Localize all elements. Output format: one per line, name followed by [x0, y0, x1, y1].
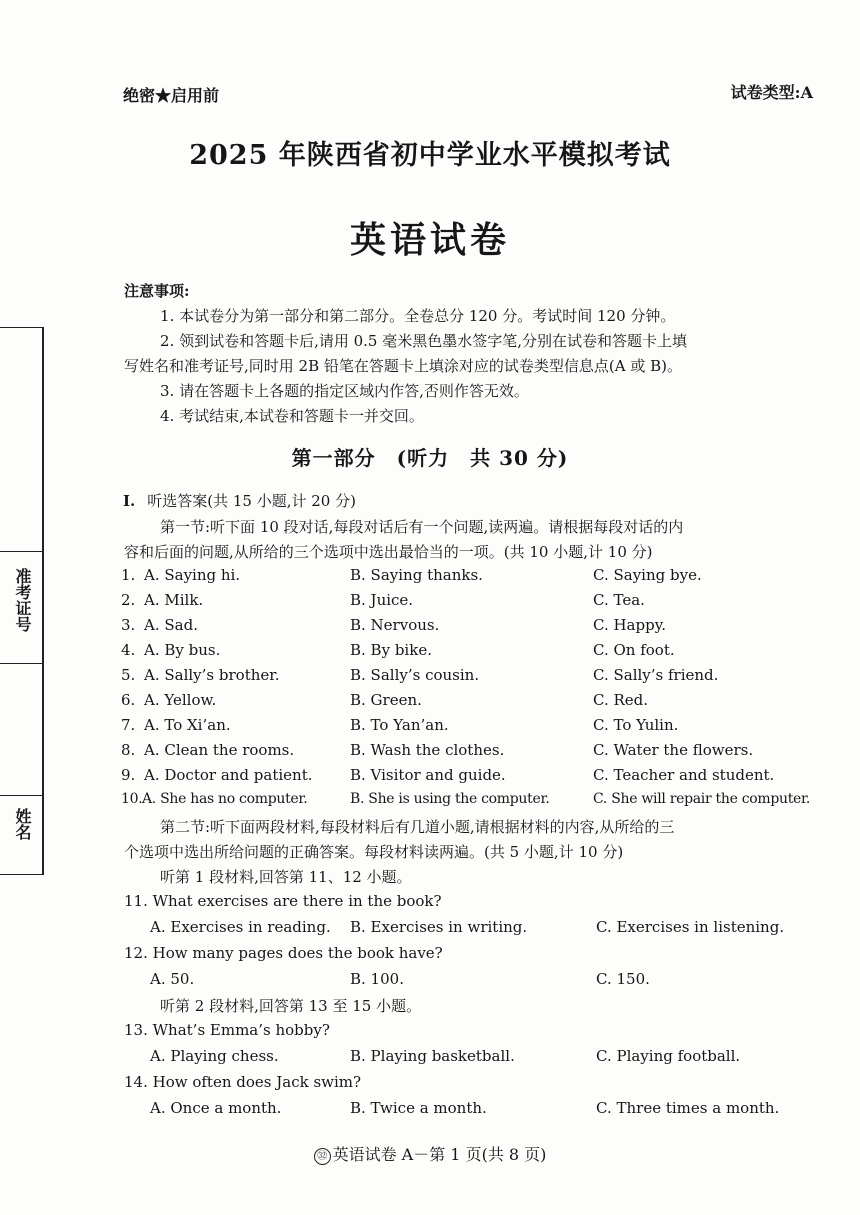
option-a: A. Once a month.	[150, 1099, 282, 1117]
section-heading	[123, 490, 356, 511]
question-number: 6.	[121, 691, 136, 709]
question-number: 5.	[121, 666, 136, 684]
option-a: A. By bus.	[144, 641, 221, 659]
option-c: C. On foot.	[593, 641, 675, 659]
question-number: 3.	[121, 616, 136, 634]
part1-intro: 容和后面的问题,从所给的三个选项中选出最恰当的一项。(共 10 小题,计 10 分)	[124, 543, 653, 561]
binding-line	[42, 327, 44, 875]
option-a: A. Sally’s brother.	[144, 666, 280, 684]
notes-line: 2. 领到试卷和答题卡后,请用 0.5 毫米黑色墨水签字笔,分别在试卷和答题卡上填	[160, 332, 688, 350]
section-number: Ⅰ.	[123, 492, 136, 510]
section-title: 听选答案(共 15 小题,计 20 分)	[147, 492, 356, 510]
binding-box-divider	[0, 551, 42, 552]
question-number: 4.	[121, 641, 136, 659]
option-c: C. She will repair the computer.	[593, 791, 811, 807]
part2-intro: 个选项中选出所给问题的正确答案。每段材料读两遍。(共 5 小题,计 10 分)	[124, 843, 624, 861]
page-footer	[0, 1142, 860, 1165]
exam-id-label: 准考证号	[13, 568, 32, 632]
exam-title: 2025 年陕西省初中学业水平模拟考试	[189, 140, 671, 171]
option-b: B. By bike.	[350, 641, 432, 659]
material2-intro: 听第 2 段材料,回答第 13 至 15 小题。	[160, 997, 422, 1015]
notes-line: 3. 请在答题卡上各题的指定区域内作答,否则作答无效。	[160, 382, 529, 400]
option-c: C. Sally’s friend.	[593, 666, 719, 684]
option-b: B. Playing basketball.	[350, 1047, 515, 1065]
series-logo-icon: ㉜	[314, 1148, 331, 1165]
question-row	[121, 666, 841, 684]
option-a: A. Saying hi.	[144, 566, 241, 584]
option-c: C. To Yulin.	[593, 716, 679, 734]
question-row	[121, 641, 841, 659]
option-a: A. Yellow.	[144, 691, 217, 709]
confidential-label: 绝密★启用前	[123, 86, 220, 105]
option-c: C. 150.	[596, 970, 650, 988]
option-b: B. Nervous.	[350, 616, 440, 634]
notes-line: 1. 本试卷分为第一部分和第二部分。全卷总分 120 分。考试时间 120 分钟。	[160, 307, 676, 325]
option-a: A. Sad.	[144, 616, 198, 634]
question-row	[121, 691, 841, 709]
option-b: B. She is using the computer.	[350, 791, 550, 807]
option-a: A. Milk.	[144, 591, 204, 609]
option-c: C. Teacher and student.	[593, 766, 775, 784]
question-row	[121, 616, 841, 634]
subject-title: 英语试卷	[349, 219, 510, 261]
question-row	[121, 741, 841, 759]
question-stem: 12. How many pages does the book have?	[124, 944, 443, 962]
question-number: 7.	[121, 716, 136, 734]
question-stem: 14. How often does Jack swim?	[124, 1073, 362, 1091]
notes-heading: 注意事项:	[124, 282, 190, 300]
option-b: B. To Yan’an.	[350, 716, 449, 734]
option-c: C. Tea.	[593, 591, 645, 609]
option-c: C. Playing football.	[596, 1047, 741, 1065]
option-a: A. Exercises in reading.	[150, 918, 331, 936]
option-a: A. She has no computer.	[142, 791, 308, 807]
binding-box-top	[0, 327, 42, 328]
question-number: 2.	[121, 591, 136, 609]
option-b: B. 100.	[350, 970, 404, 988]
option-b: B. Green.	[350, 691, 422, 709]
question-stem: 11. What exercises are there in the book?	[124, 892, 442, 910]
option-b: B. Wash the clothes.	[350, 741, 505, 759]
option-c: C. Water the flowers.	[593, 741, 754, 759]
option-b: B. Twice a month.	[350, 1099, 487, 1117]
option-b: B. Saying thanks.	[350, 566, 483, 584]
option-b: B. Visitor and guide.	[350, 766, 506, 784]
option-a: A. Clean the rooms.	[144, 741, 295, 759]
question-row	[121, 791, 841, 807]
option-b: B. Exercises in writing.	[350, 918, 528, 936]
question-row	[121, 591, 841, 609]
option-b: B. Juice.	[350, 591, 414, 609]
question-number: 9.	[121, 766, 136, 784]
notes-line: 4. 考试结束,本试卷和答题卡一并交回。	[160, 407, 424, 425]
question-row	[121, 766, 841, 784]
option-c: C. Three times a month.	[596, 1099, 780, 1117]
question-number: 1.	[121, 566, 136, 584]
option-c: C. Happy.	[593, 616, 666, 634]
option-b: B. Sally’s cousin.	[350, 666, 480, 684]
part2-intro: 第二节:听下面两段材料,每段材料后有几道小题,请根据材料的内容,从所给的三	[160, 818, 675, 836]
question-row	[121, 716, 841, 734]
material1-intro: 听第 1 段材料,回答第 11、12 小题。	[160, 868, 412, 886]
part1-intro: 第一节:听下面 10 段对话,每段对话后有一个问题,读两遍。请根据每段对话的内	[160, 518, 684, 536]
part-one-title: 第一部分 (听力 共 30 分)	[291, 446, 569, 470]
binding-box-bottom	[0, 874, 42, 875]
option-c: C. Saying bye.	[593, 566, 702, 584]
question-stem: 13. What’s Emma’s hobby?	[124, 1021, 330, 1039]
option-a: A. To Xi’an.	[144, 716, 231, 734]
option-a: A. Playing chess.	[150, 1047, 279, 1065]
name-label: 姓名	[13, 808, 32, 840]
binding-box-divider	[0, 795, 42, 796]
option-a: A. 50.	[150, 970, 195, 988]
option-c: C. Red.	[593, 691, 649, 709]
question-number: 8.	[121, 741, 136, 759]
footer-text: 英语试卷 A－第 1 页(共 8 页)	[332, 1145, 547, 1164]
option-a: A. Doctor and patient.	[144, 766, 313, 784]
notes-line: 写姓名和准考证号,同时用 2B 铅笔在答题卡上填涂对应的试卷类型信息点(A 或 B)。	[124, 357, 682, 375]
paper-type-label: 试卷类型:A	[730, 83, 813, 102]
binding-box-divider	[0, 663, 42, 664]
option-c: C. Exercises in listening.	[596, 918, 785, 936]
question-number: 10.	[121, 791, 143, 807]
question-row	[121, 566, 841, 584]
